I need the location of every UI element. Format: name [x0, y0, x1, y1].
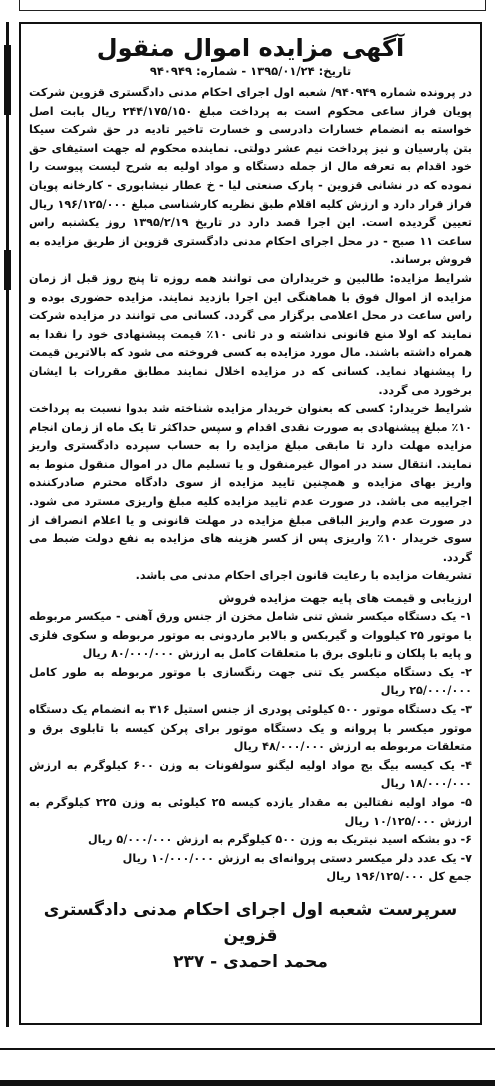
column-mark: [4, 45, 11, 115]
list-item: ۶- دو بشکه اسید نیتریک به وزن ۵۰۰ کیلوگرم به ارزش ۵/۰۰۰/۰۰۰ ریال: [87, 833, 472, 847]
auction-notice: [19, 22, 482, 1025]
signature-block: [29, 897, 472, 975]
top-frame: [19, 0, 486, 11]
paragraph-formalities: تشریفات مزایده با رعایت قانون اجرای احکام مدنی می باشد.: [135, 569, 472, 583]
list-item: ۴- یک کیسه بیگ بج مواد اولیه لیگنو سولفونات به وزن ۶۰۰ کیلوگرم به ارزش ۱۸/۰۰۰/۰۰۰ ریال: [29, 758, 472, 791]
list-item: ۳- یک دستگاه موتور ۵۰۰ کیلوئی پودری از جنس استیل ۳۱۶ به انضمام یک دستگاه موتور میکسر با پروانه و یک دستگاه موتور برای پرکن کیسه با تابلوی برق و متعلقات مربوطه به ارزش ۴۸/۰۰۰/۰۰۰ ریال: [29, 703, 472, 754]
list-item: ۷- یک عدد دلر میکسر دستی پروانه‌ای به ارزش ۱۰/۰۰۰/۰۰۰ ریال: [122, 851, 472, 865]
signature-name: محمد احمدی - ۲۳۷: [173, 951, 328, 972]
list-item: ۵- مواد اولیه نفتالین به مقدار یازده کیسه ۲۵ کیلوئی به وزن ۲۲۵ کیلوگرم به ارزش ۱۰/۱۲۵/۰۰۰ ریال: [29, 795, 473, 828]
items-list: [29, 608, 472, 887]
column-rule: [6, 22, 9, 1027]
items-heading: ارزیابی و قیمت های پایه جهت مزایده فروش: [218, 591, 472, 606]
list-item: ۱- یک دستگاه میکسر شش تنی شامل مخزن از جنس ورق آهنی - میکسر مربوطه با موتور ۲۵ کیلووات و گیربکس و بالابر ماردونی به موتور مربوطه و سکوی فلزی و پایه با پلکان و تابلوی برق با متعلقات کامل به ارزش ۸۰/۰۰۰/۰۰۰ ریال: [29, 610, 472, 661]
paragraph-auction-terms: شرایط مزایده: طالبین و خریداران می توانند همه روزه تا پنج روز قبل از زمان مزایده از اموال فوق با هماهنگی این اجرا بازدید نمایند. مزایده حضوری بوده و راس ساعت در محل اعلامی برگزار می گردد. کسانی می توانند در مزایده شرکت نمایند که اولا منع قانونی نداشته و در ثانی ۱۰٪ قیمت پیشنهادی خود را نقدا به همراه داشته باشند. مال مورد مزایده به کسی فروخته می شود که بالاترین قیمت را پیشنهاد نماید. کسانی که در مزایده اخلال نمایند مطابق مقررات با ایشان برخورد می گردد.: [29, 271, 472, 397]
notice-date-number: تاریخ: ۱۳۹۵/۰۱/۲۴ - شماره: ۹۴۰۹۴۹: [149, 64, 352, 78]
notice-body: [29, 84, 472, 586]
paragraph-case: در پرونده شماره ۹۴۰۹۴۹/ شعبه اول اجرای احکام مدنی دادگستری قزوین شرکت پویان فراز ساعی محکوم است به پرداخت مبلغ ۲۴۴/۱۷۵/۱۵۰ ریال بابت اصل خواسته به انضمام خسارات دادرسی و خسارت تاخیر تادیه در حق شرکت سیکا بتن پارسیان و نیز پرداخت نیم عشر دولتی. نماینده محکوم له جهت استیفای حق خود اقدام به تعرفه مال از جمله دستگاه و مواد اولیه به شرح لیست پیوست را نموده که در نشانی قزوین - پارک صنعتی لیا - خ عطار نیشابوری - کارخانه پویان فراز قرار دارد و ارزش کلیه اقلام طبق نظریه کارشناسی مبلغ ۱۹۶/۱۲۵/۰۰۰ ریال تعیین گردیده است. این اجرا قصد دارد در تاریخ ۱۳۹۵/۲/۱۹ روز یکشنبه راس ساعت ۱۱ صبح - در محل اجرای احکام مدنی دادگستری قزوین از طریق مزایده به فروش برساند.: [29, 86, 472, 267]
page-divider-thick: [0, 1080, 495, 1086]
total-line: جمع کل ۱۹۶/۱۲۵/۰۰۰ ریال: [326, 870, 472, 884]
page-divider: [0, 1048, 495, 1050]
signature-title: سرپرست شعبه اول اجرای احکام مدنی دادگستری قزوین: [43, 899, 458, 946]
column-mark: [4, 250, 11, 290]
paragraph-buyer-terms: شرایط خریدار: کسی که بعنوان خریدار مزایده شناخته شد بدوا نسبت به پرداخت ۱۰٪ مبلغ پیشنهادی به صورت نقدی اقدام و سپس حداکثر تا یک ماه از زمان انجام مزایده مهلت دارد تا مابقی مبلغ مزایده را به حساب سپرده دادگستری واریز نمایند. انتقال سند در اموال غیرمنقول و یا تسلیم مال در اموال منقول منوط به واریز بهای مزایده و همچنین تایید مزایده از سوی دادگاه محترم صادرکننده اجراییه می باشد. در صورت عدم تایید مزایده کلیه مبلغ واریزی مسترد می شود. در صورت عدم واریز الباقی مبلغ مزایده در مهلت قانونی و یا اعلام انصراف از سوی خریدار ۱۰٪ واریزی پس از کسر هزینه های مزایده به نفع دولت ضبط می گردد.: [29, 402, 472, 564]
list-item: ۲- یک دستگاه میکسر یک تنی جهت رنگسازی با موتور مربوطه به طور کامل ۲۵/۰۰۰/۰۰۰ ریال: [29, 665, 472, 698]
notice-title: آگهی مزایده اموال منقول: [96, 34, 405, 62]
